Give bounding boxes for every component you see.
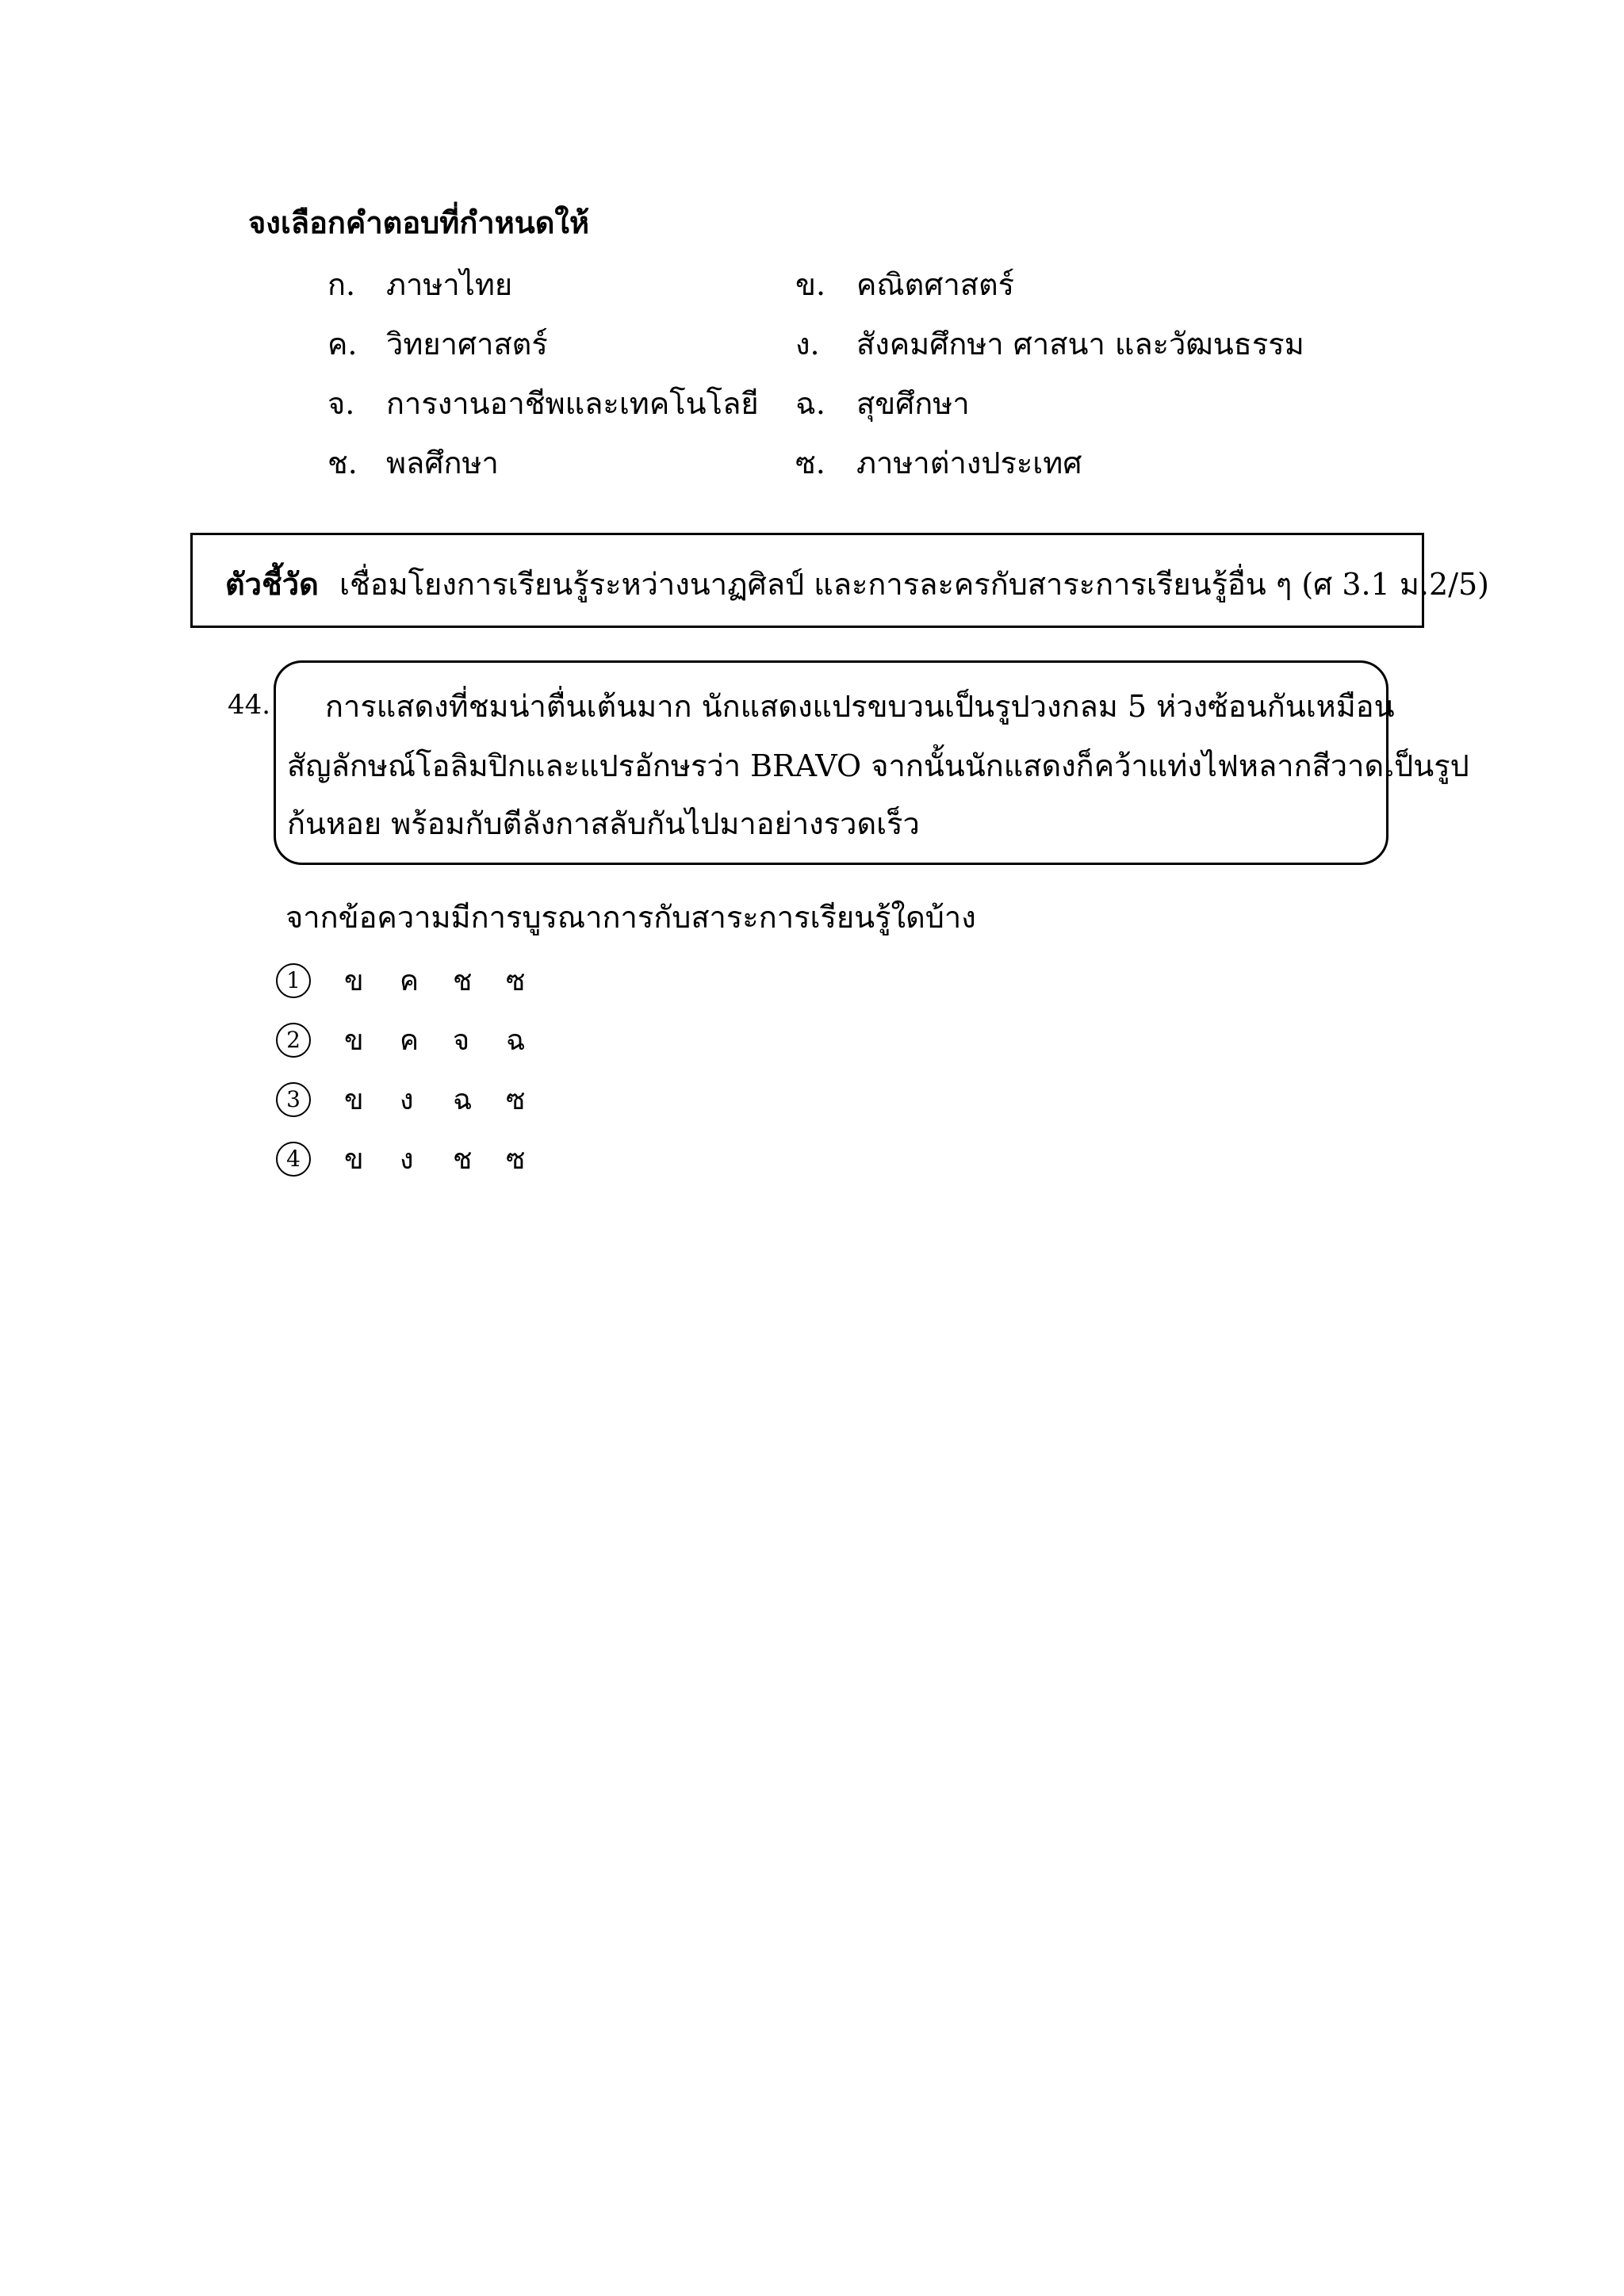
- question-stem: จากข้อความมีการบูรณาการกับสาระการเรียนรู้ใดบ้าง: [285, 900, 976, 935]
- option-number-circle[interactable]: [276, 1142, 311, 1177]
- option-letter: ช: [453, 1143, 473, 1176]
- choice-letter: ข.: [795, 267, 826, 302]
- option-letter: ข: [344, 1084, 364, 1116]
- choice-letter: ค.: [327, 327, 358, 362]
- choice-letter: จ.: [327, 386, 355, 421]
- option-number-circle[interactable]: [276, 1082, 311, 1117]
- question-number: 44.: [228, 689, 271, 721]
- choice-letter: ก.: [327, 267, 356, 302]
- choice-letter: ช.: [327, 446, 358, 480]
- option-letter: ฉ: [506, 1024, 526, 1057]
- choice-text: สุขศึกษา: [856, 386, 970, 421]
- choice-text: ภาษาต่างประเทศ: [856, 446, 1082, 480]
- option-number-circle[interactable]: [276, 963, 311, 998]
- indicator-text: เชื่อมโยงการเรียนรู้ระหว่างนาฏศิลป์ และการละครกับสาระการเรียนรู้อื่น ๆ (ศ 3.1 ม.2/5): [339, 567, 1489, 602]
- choice-text: คณิตศาสตร์: [856, 267, 1015, 302]
- option-letter: ค: [400, 1024, 419, 1057]
- option-letter: ข: [344, 965, 364, 997]
- option-letter: ซ: [506, 965, 526, 997]
- option-letter: ง: [400, 1143, 414, 1176]
- option-number: 4: [286, 1146, 301, 1172]
- choice-text: ภาษาไทย: [386, 267, 513, 302]
- option-letter: ฉ: [453, 1084, 473, 1116]
- choice-text: วิทยาศาสตร์: [386, 327, 548, 362]
- passage-line: การแสดงที่ชมน่าตื่นเต้นมาก นักแสดงแปรขบวนเป็นรูปวงกลม 5 ห่วงซ้อนกันเหมือน: [325, 689, 1395, 724]
- option-letter: ซ: [506, 1084, 526, 1116]
- option-letter: ซ: [506, 1143, 526, 1176]
- option-letter: ค: [400, 965, 419, 997]
- instruction-heading: จงเลือกคำตอบที่กำหนดให้: [248, 205, 590, 240]
- option-letter: จ: [453, 1024, 470, 1057]
- option-letter: ง: [400, 1084, 414, 1116]
- option-letter: ช: [453, 965, 473, 997]
- option-number: 1: [286, 967, 301, 993]
- option-number: 2: [286, 1027, 301, 1053]
- choice-text: สังคมศึกษา ศาสนา และวัฒนธรรม: [856, 327, 1304, 362]
- option-number-circle[interactable]: [276, 1023, 311, 1058]
- choice-letter: ซ.: [795, 446, 825, 480]
- passage-line: ก้นหอย พร้อมกับตีลังกาสลับกันไปมาอย่างรวดเร็ว: [287, 806, 920, 841]
- choice-text: การงานอาชีพและเทคโนโลยี: [386, 386, 759, 421]
- choice-letter: ง.: [795, 327, 820, 362]
- indicator-label: ตัวชี้วัด: [225, 566, 319, 602]
- option-letter: ข: [344, 1143, 364, 1176]
- option-number: 3: [286, 1086, 301, 1112]
- choice-text: พลศึกษา: [386, 446, 499, 480]
- option-letter: ข: [344, 1024, 364, 1057]
- choice-letter: ฉ.: [795, 386, 825, 421]
- passage-line: สัญลักษณ์โอลิมปิกและแปรอักษรว่า BRAVO จากนั้นนักแสดงก็คว้าแท่งไฟหลากสีวาดเป็นรูป: [287, 748, 1469, 783]
